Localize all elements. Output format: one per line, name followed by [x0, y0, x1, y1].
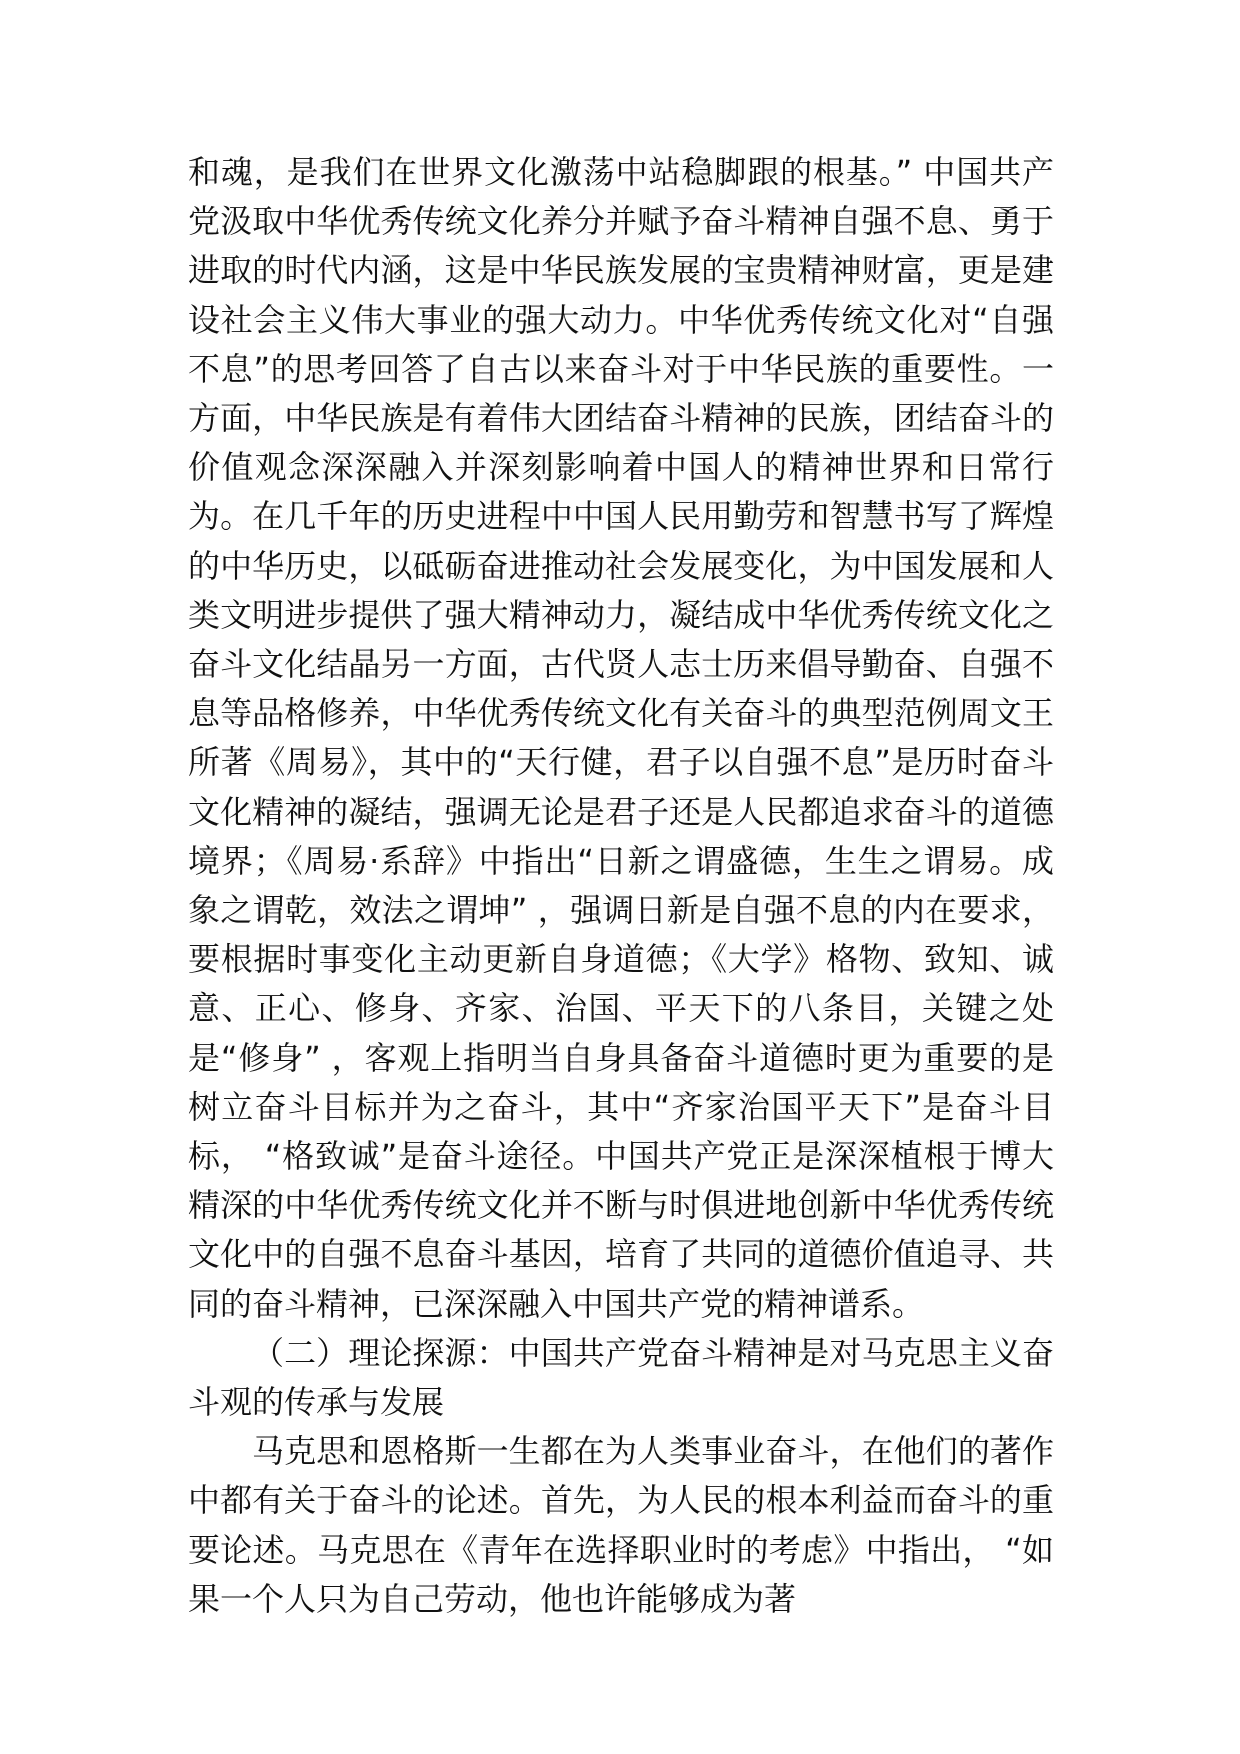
body-paragraph-1: 和魂，是我们在世界文化激荡中站稳脚跟的根基。” 中国共产党汲取中华优秀传统文化养分并赋予奋斗精神自强不息、勇于进取的时代内涵，这是中华民族发展的宝贵精神财富，更是建设社会主义伟大事业的强大动力。中华优秀传统文化对“自强不息”的思考回答了自古以来奋斗对于中华民族的重要性。一方面，中华民族是有着伟大团结奋斗精神的民族，团结奋斗的价值观念深深融入并深刻影响着中国人的精神世界和日常行为。在几千年的历史进程中中国人民用勤劳和智慧书写了辉煌的中华历史，以砥砺奋进推动社会发展变化，为中国发展和人类文明进步提供了强大精神动力，凝结成中华优秀传统文化之奋斗文化结晶另一方面，古代贤人志士历来倡导勤奋、自强不息等品格修养，中华优秀传统文化有关奋斗的典型范例周文王所著《周易》，其中的“天行健，君子以自强不息”是历时奋斗文化精神的凝结，强调无论是君子还是人民都追求奋斗的道德境界；《周易·系辞》中指出“日新之谓盛德，生生之谓易。成象之谓乾，效法之谓坤” ，强调日新是自强不息的内在要求，要根据时事变化主动更新自身道德；《大学》格物、致知、诚意、正心、修身、齐家、治国、平天下的八条目，关键之处是“修身” ，客观上指明当自身具备奋斗道德时更为重要的是树立奋斗目标并为之奋斗，其中“齐家治国平天下”是奋斗目标， “格致诚”是奋斗途径。中国共产党正是深深植根于博大精深的中华优秀传统文化并不断与时俱进地创新中华优秀传统文化中的自强不息奋斗基因，培育了共同的道德价值追寻、共同的奋斗精神，已深深融入中国共产党的精神谱系。 [188, 153, 1054, 1323]
body-paragraph-2: 马克思和恩格斯一生都在为人类事业奋斗，在他们的著作中都有关于奋斗的论述。首先，为人民的根本利益而奋斗的重要论述。马克思在《青年在选择职业时的考虑》中指出， “如果一个人只为自己劳动，他也许能够成为著 [188, 1432, 1054, 1618]
section-heading-paragraph: （二）理论探源：中国共产党奋斗精神是对马克思主义奋斗观的传承与发展 [188, 1333, 1054, 1422]
document-page [188, 148, 1054, 1624]
